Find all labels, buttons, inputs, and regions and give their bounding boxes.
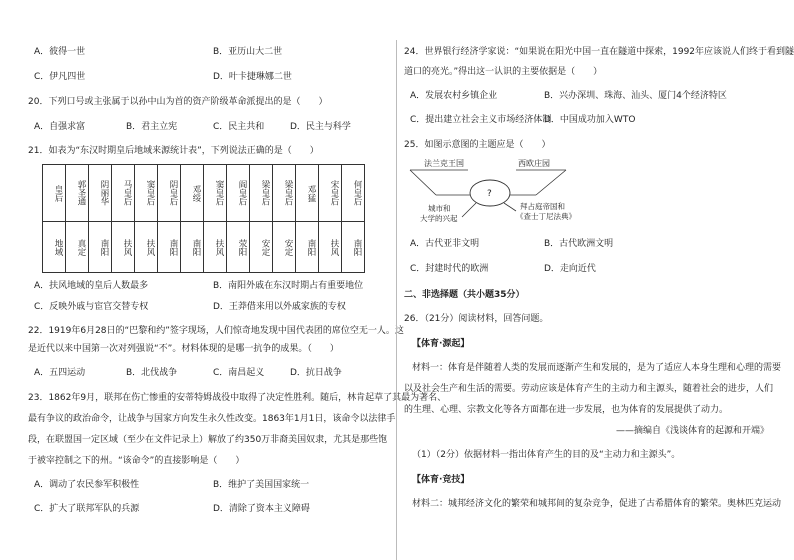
table-cell-region: 扶风 bbox=[135, 222, 158, 273]
diagram-label-bl2: 大学的兴起 bbox=[420, 214, 458, 223]
q25-option-c[interactable]: C．封建时代的欧洲 bbox=[410, 264, 489, 274]
q22-option-d[interactable]: D．抗日战争 bbox=[290, 368, 342, 378]
q21-option-c[interactable]: C．反映外戚与宦官交替专权 bbox=[34, 302, 149, 312]
table-cell-name: 皇后 bbox=[43, 165, 66, 222]
table-cell-region: 扶风 bbox=[112, 222, 135, 273]
q26-heading2: 【体育·竞技】 bbox=[412, 475, 470, 485]
q21-option-d[interactable]: D．王莽借来用以外戚家族的专权 bbox=[213, 302, 346, 312]
q23-option-c[interactable]: C．扩大了联邦军队的兵源 bbox=[34, 504, 140, 514]
q26-material2-line1: 材料二：城邦经济文化的繁荣和城邦间的复杂竞争，促进了古希腊体育的繁荣。奥林匹克运动 bbox=[412, 499, 782, 509]
diagram-center-label: ? bbox=[487, 189, 492, 199]
q26-stem: 26．（21分）阅读材料，回答问题。 bbox=[404, 314, 549, 324]
table-cell-region: 扶风 bbox=[204, 222, 227, 273]
q26-source: ——摘编自《浅谈体育的起源和开端》 bbox=[616, 426, 770, 436]
q26-sub1: （1）（2分）依据材料一指出体育产生的目的及“主动力和主源头”。 bbox=[412, 450, 681, 460]
q24-option-b[interactable]: B．兴办深圳、珠海、汕头、厦门4个经济特区 bbox=[544, 91, 727, 101]
table-cell-region: 安定 bbox=[273, 222, 296, 273]
table-cell-name: 梁皇后 bbox=[273, 165, 296, 222]
diagram-line-tr-diag bbox=[536, 170, 566, 195]
diagram-line-tl-diag bbox=[410, 170, 436, 195]
q26-material1-line3: 的生理、心理、宗教文化等各方面都在进一步发展，也为体育的发展提供了动力。 bbox=[404, 405, 729, 415]
table-cell-name: 邓绥 bbox=[181, 165, 204, 222]
table-cell-region: 南阳 bbox=[181, 222, 204, 273]
q20-stem: 20．下列口号或主张属于以孙中山为首的资产阶级革命派提出的是（ ） bbox=[28, 97, 328, 107]
q26-material1-line1: 材料一：体育是伴随着人类的发展而逐渐产生和发展的，是为了适应人本身生理和心理的需要 bbox=[412, 363, 782, 373]
table-cell-region: 地域 bbox=[43, 222, 66, 273]
q22-stem-line1: 22．1919年6月28日的“巴黎和约”签字现场，人们惊奇地发现中国代表团的席位空无一人。这 bbox=[28, 326, 404, 336]
table-cell-region: 南阳 bbox=[158, 222, 181, 273]
table-cell-region: 真定 bbox=[66, 222, 89, 273]
q23-stem-line2: 最有争议的政治命令，让战争与国家方向发生永久性改变。1863年1月1日，该命令以法律手 bbox=[28, 414, 396, 424]
q26-material1-line2: 以及社会生产和生活的需要。劳动应该是体育产生的主动力和主源头，随着社会的进步，人们 bbox=[404, 384, 774, 394]
q19-option-b[interactable]: B．亚历山大二世 bbox=[213, 47, 283, 57]
right-column bbox=[404, 0, 794, 560]
table-cell-name: 梁皇后 bbox=[250, 165, 273, 222]
q20-option-b[interactable]: B．君主立宪 bbox=[126, 122, 178, 132]
table-cell-region: 南阳 bbox=[342, 222, 365, 273]
table-cell-name: 阴丽华 bbox=[89, 165, 112, 222]
q23-stem-line3: 段，在联盟国一定区域（至少在文件记录上）解放了约350万非裔美国奴隶，尤其是那些饱 bbox=[28, 435, 388, 445]
table-cell-region: 南阳 bbox=[89, 222, 112, 273]
table-cell-name: 邓猛 bbox=[296, 165, 319, 222]
table-cell-region: 南阳 bbox=[296, 222, 319, 273]
q20-option-c[interactable]: C．民主共和 bbox=[213, 122, 265, 132]
q20-option-a[interactable]: A．自强求富 bbox=[34, 122, 86, 132]
q22-stem-line2: 是近代以来中国第一次对列强说“不”。材料体现的是哪一抗争的成果。（ ） bbox=[28, 344, 339, 354]
table-cell-region: 荥阳 bbox=[227, 222, 250, 273]
table-cell-name: 窦皇后 bbox=[204, 165, 227, 222]
table-cell-name: 阎皇后 bbox=[227, 165, 250, 222]
q25-option-b[interactable]: B．古代欧洲文明 bbox=[544, 239, 614, 249]
q23-stem-line1: 23．1862年9月，联邦在伤亡惨重的安蒂特姆战役中取得了决定性胜利。随后，林肯起草了其最为著名、 bbox=[28, 393, 447, 403]
q24-option-d[interactable]: D．中国成功加入WTO bbox=[544, 115, 636, 125]
diagram-label-br2: 《查士丁尼法典》 bbox=[516, 212, 576, 221]
table-cell-name: 阴皇后 bbox=[158, 165, 181, 222]
q24-stem-line1: 24．世界银行经济学家说：“如果说在阳光中国一直在隧道中探索，1992年应该说人们终于看到隧 bbox=[404, 47, 794, 57]
diagram-line-br bbox=[504, 203, 516, 211]
q25-option-d[interactable]: D．走向近代 bbox=[544, 264, 596, 274]
diagram-line-bl bbox=[462, 203, 476, 217]
diagram-label-tl: 法兰克王国 bbox=[424, 159, 464, 168]
q25-diagram bbox=[406, 155, 606, 227]
q19-option-a[interactable]: A．彼得一世 bbox=[34, 47, 86, 57]
q24-stem-line2: 道口的亮光。”得出这一认识的主要依据是（ ） bbox=[404, 67, 603, 77]
q19-option-d[interactable]: D．叶卡捷琳娜二世 bbox=[213, 72, 292, 82]
q24-option-c[interactable]: C．提出建立社会主义市场经济体制 bbox=[410, 115, 552, 125]
table-cell-name: 宋皇后 bbox=[319, 165, 342, 222]
q22-option-a[interactable]: A．五四运动 bbox=[34, 368, 86, 378]
q21-option-a[interactable]: A．扶风地域的皇后人数最多 bbox=[34, 281, 149, 291]
q23-option-a[interactable]: A．调动了农民参军积极性 bbox=[34, 480, 140, 490]
diagram-label-tr: 西欧庄园 bbox=[518, 159, 550, 168]
q22-option-b[interactable]: B．北伐战争 bbox=[126, 368, 178, 378]
q23-option-b[interactable]: B．维护了美国国家统一 bbox=[213, 480, 310, 490]
q24-option-a[interactable]: A．发展农村乡镇企业 bbox=[410, 91, 498, 101]
q23-option-d[interactable]: D．清除了资本主义障碍 bbox=[213, 504, 310, 514]
q21-stem: 21．如表为“东汉时期皇后地域来源统计表”，下列说法正确的是（ ） bbox=[28, 146, 319, 156]
q26-heading1: 【体育·源起】 bbox=[412, 339, 470, 349]
table-cell-region: 安定 bbox=[250, 222, 273, 273]
table-cell-name: 郭圣通 bbox=[66, 165, 89, 222]
table-cell-name: 何皇后 bbox=[342, 165, 365, 222]
empress-table bbox=[42, 164, 365, 273]
section-heading: 二、非选择题（共小题35分） bbox=[404, 290, 525, 300]
q21-option-b[interactable]: B．南阳外戚在东汉时期占有重要地位 bbox=[213, 281, 364, 291]
q22-option-c[interactable]: C．南昌起义 bbox=[213, 368, 265, 378]
table-cell-name: 窦皇后 bbox=[135, 165, 158, 222]
q25-option-a[interactable]: A．古代亚非文明 bbox=[410, 239, 480, 249]
column-divider bbox=[396, 40, 397, 560]
table-cell-region: 扶风 bbox=[319, 222, 342, 273]
q19-option-c[interactable]: C．伊凡四世 bbox=[34, 72, 86, 82]
q23-stem-line4: 于被宰控制之下的州。“该命令”的直接影响是（ ） bbox=[28, 456, 245, 466]
diagram-label-br1: 拜占庭帝国和 bbox=[520, 202, 565, 211]
table-cell-name: 马皇后 bbox=[112, 165, 135, 222]
q25-stem: 25．如图示意图的主题应是（ ） bbox=[404, 140, 551, 150]
diagram-label-bl1: 城市和 bbox=[428, 204, 451, 213]
q20-option-d[interactable]: D．民主与科学 bbox=[290, 122, 351, 132]
